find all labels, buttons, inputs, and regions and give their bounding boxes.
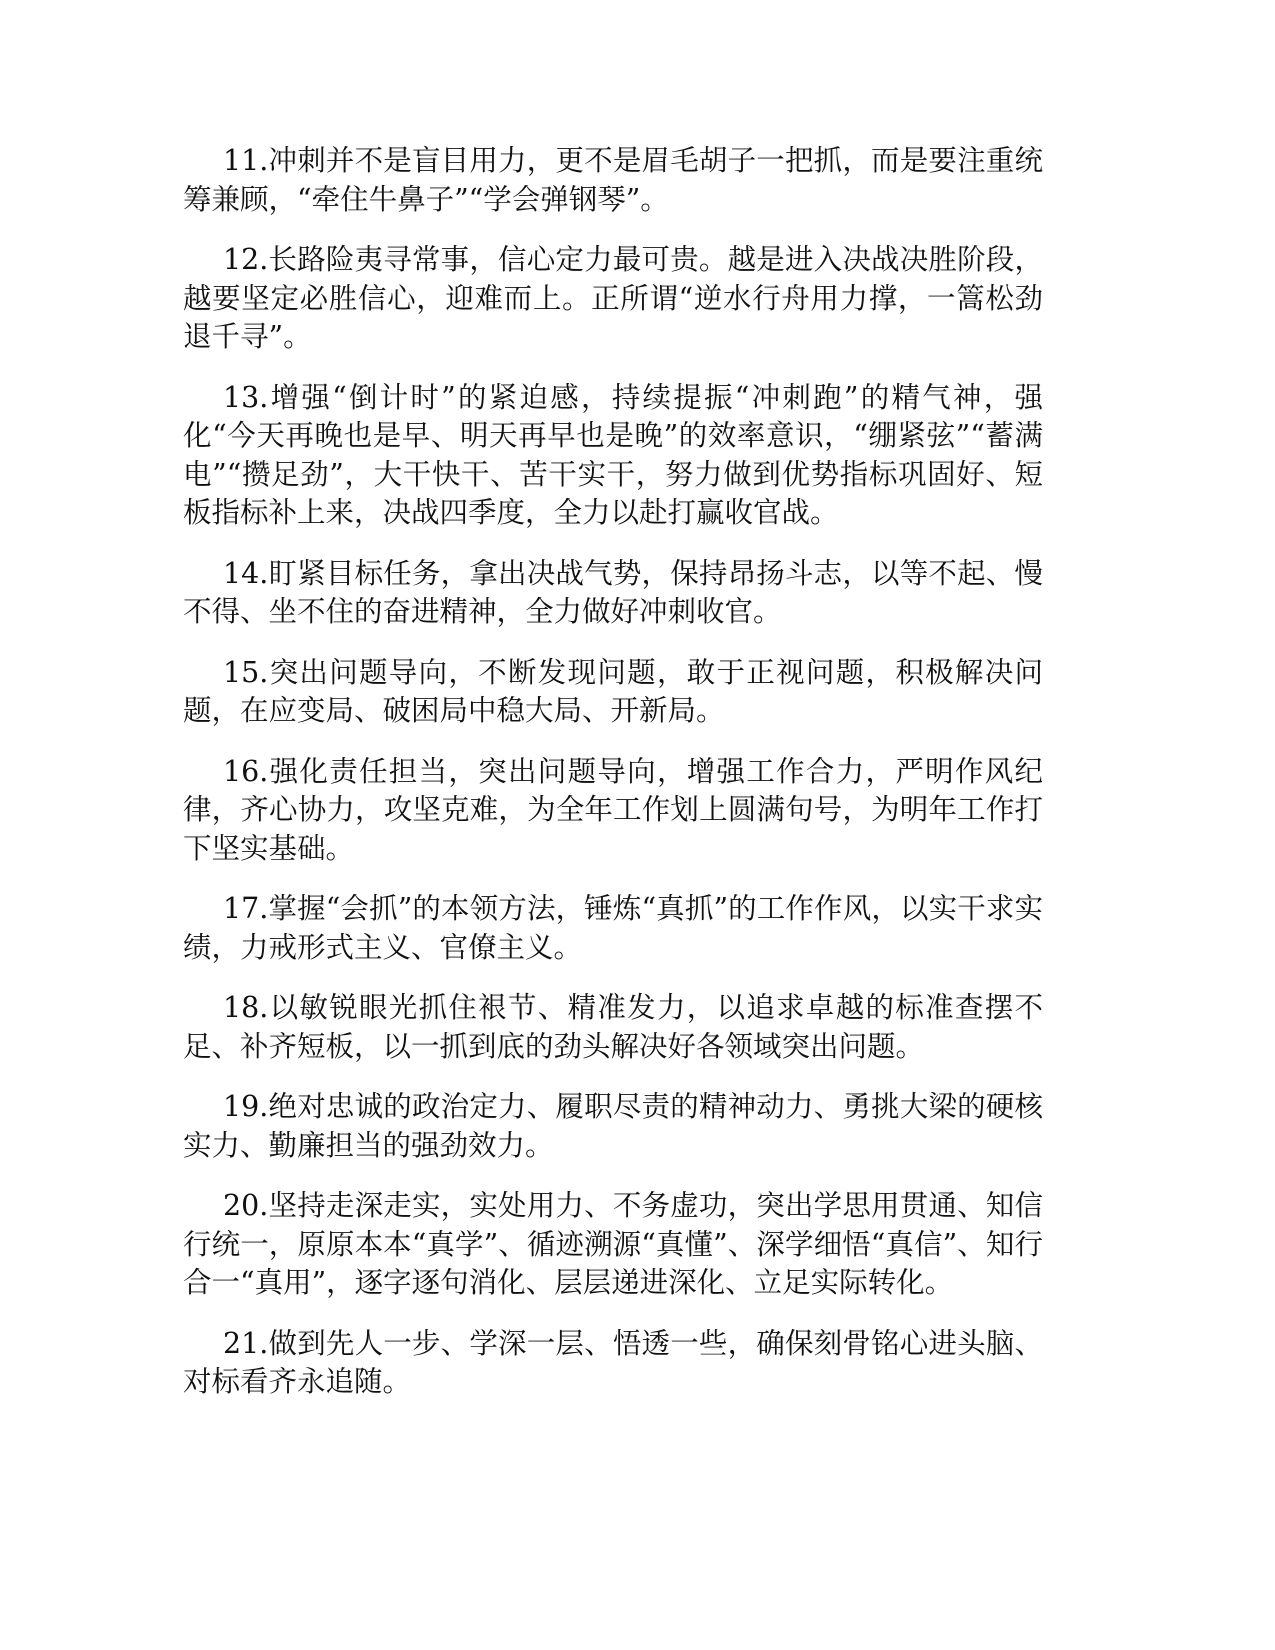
paragraph-19: 19.绝对忠诚的政治定力、履职尽责的精神动力、勇挑大梁的硬核实力、勤廉担当的强劲效力。	[183, 1090, 1043, 1162]
paragraph-21: 21.做到先人一步、学深一层、悟透一些，确保刻骨铭心进头脑、对标看齐永追随。	[183, 1326, 1043, 1398]
paragraph-15: 15.突出问题导向，不断发现问题，敢于正视问题，积极解决问题，在应变局、破困局中稳大局、开新局。	[183, 655, 1043, 727]
paragraph-13: 13.增强“倒计时”的紧迫感，持续提振“冲刺跑”的精气神，强化“今天再晚也是早、明天再早也是晚”的效率意识，“绷紧弦”“蓄满电”“攒足劲”，大干快干、苦干实干，努力做到优势指标巩固好、短板指标补上来，决战四季度，全力以赴打赢收官战。	[183, 380, 1043, 529]
paragraph-18: 18.以敏锐眼光抓住裉节、精准发力，以追求卓越的标准查摆不足、补齐短板，以一抓到底的劲头解决好各领域突出问题。	[183, 991, 1043, 1063]
paragraph-12: 12.长路险夷寻常事，信心定力最可贵。越是进入决战决胜阶段，越要坚定必胜信心，迎难而上。正所谓“逆水行舟用力撑，一篙松劲退千寻”。	[183, 243, 1043, 353]
paragraph-16: 16.强化责任担当，突出问题导向，增强工作合力，严明作风纪律，齐心协力，攻坚克难，为全年工作划上圆满句号，为明年工作打下坚实基础。	[183, 754, 1043, 865]
paragraph-11: 11.冲刺并不是盲目用力，更不是眉毛胡子一把抓，而是要注重统筹兼顾，“牵住牛鼻子”“学会弹钢琴”。	[183, 144, 1043, 216]
paragraph-17: 17.掌握“会抓”的本领方法，锤炼“真抓”的工作作风，以实干求实绩，力戒形式主义、官僚主义。	[183, 892, 1043, 964]
paragraph-14: 14.盯紧目标任务，拿出决战气势，保持昂扬斗志，以等不起、慢不得、坐不住的奋进精神，全力做好冲刺收官。	[183, 556, 1043, 628]
paragraph-20: 20.坚持走深走实，实处用力、不务虚功，突出学思用贯通、知信行统一，原原本本“真学”、循迹溯源“真懂”、深学细悟“真信”、知行合一“真用”，逐字逐句消化、层层递进深化、立足实际转化。	[183, 1189, 1043, 1299]
document-body	[183, 142, 1043, 1424]
